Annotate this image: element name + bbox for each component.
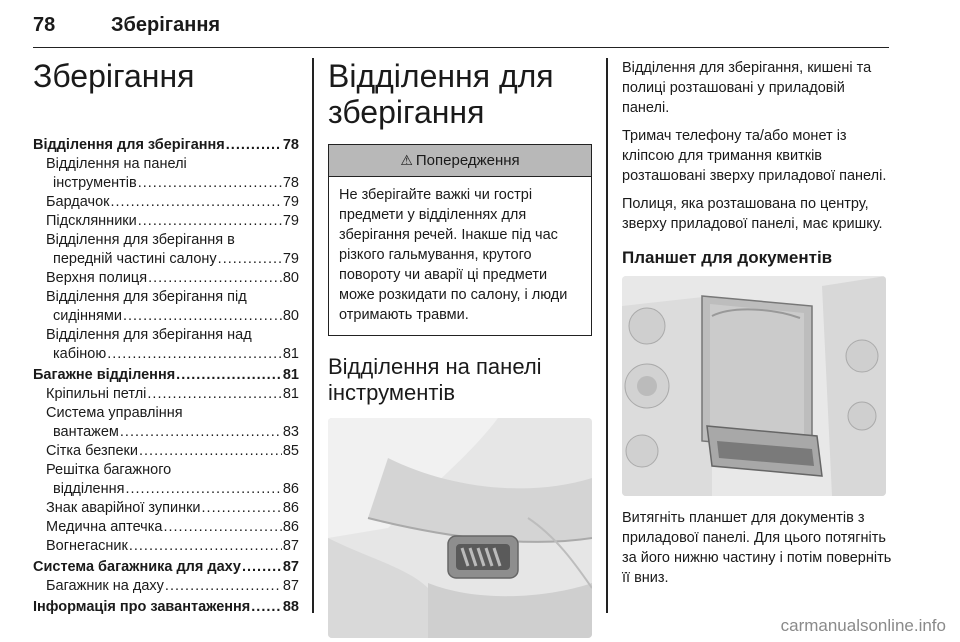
toc-entry[interactable] (33, 577, 299, 596)
toc-label: відділення (53, 481, 125, 497)
toc-entry[interactable] (33, 499, 299, 518)
toc-leader-dots (123, 307, 282, 326)
warning-triangle-icon: ⚠ (400, 152, 413, 168)
toc-leader-dots (138, 174, 282, 193)
toc-label: Відділення для зберігання в (46, 232, 235, 248)
toc-page-number: 78 (282, 175, 299, 191)
toc-entry[interactable] (33, 537, 299, 556)
toc-leader-dots (139, 442, 282, 461)
toc-page-number: 81 (282, 367, 299, 383)
toc-leader-dots (165, 577, 282, 596)
toc-page-number: 80 (282, 270, 299, 286)
toc-leader-dots (125, 480, 281, 499)
page-number: 78 (33, 14, 56, 36)
toc-page-number: 78 (282, 137, 299, 153)
toc-leader-dots (138, 212, 282, 231)
toc-entry[interactable] (33, 155, 299, 174)
toc-page-number: 81 (282, 346, 299, 362)
toc-leader-dots (242, 558, 282, 577)
toc-label: Інформація про завантаження (33, 599, 251, 615)
column-toc (33, 58, 299, 617)
subheading-document-tablet: Планшет для документів (622, 248, 833, 267)
toc-label: Решітка багажного (46, 462, 172, 478)
toc-label: Кріпильні петлі (46, 386, 147, 402)
paragraph-compartments: Відділення для зберігання, кишені та полиці розташовані у приладовій панелі. (622, 60, 872, 116)
toc-label: Система багажника для даху (33, 559, 241, 575)
toc-entry[interactable] (33, 404, 299, 423)
toc-page-number: 86 (282, 519, 299, 535)
toc-label: Відділення для зберігання над (46, 327, 252, 343)
toc-label: Підсклянники (46, 213, 137, 229)
toc-leader-dots (120, 423, 282, 442)
warning-header (329, 145, 591, 177)
toc-entry[interactable] (33, 231, 299, 250)
toc-page-number: 87 (282, 559, 299, 575)
toc-leader-dots (148, 269, 282, 288)
toc-page-number: 87 (282, 538, 299, 554)
toc-label: Відділення на панелі (46, 156, 187, 172)
toc-entry[interactable] (33, 193, 299, 212)
chapter-title: Зберігання (33, 58, 195, 94)
toc-label: Вогнегасник (46, 538, 128, 554)
section-title-storage: Відділення для зберігання (328, 58, 554, 130)
toc-entry[interactable] (33, 326, 299, 345)
toc-entry-main[interactable] (33, 598, 299, 617)
toc-page-number: 83 (282, 424, 299, 440)
column-middle (328, 58, 592, 638)
toc-entry-continued[interactable] (33, 480, 299, 499)
toc-page-number: 87 (282, 578, 299, 594)
toc-entry[interactable] (33, 518, 299, 537)
paragraph-phone-holder: Тримач телефону та/або монет із кліпсою для тримання квитків розташовані зверху приладової панелі. (622, 128, 887, 184)
toc-entry-continued[interactable] (33, 423, 299, 442)
warning-heading: Попередження (415, 152, 520, 169)
dashboard-compartment-illustration (328, 418, 592, 638)
toc-label: Бардачок (46, 194, 110, 210)
toc-entry-continued[interactable] (33, 250, 299, 269)
toc-label: Верхня полиця (46, 270, 148, 286)
paragraph-shelf: Полиця, яка розташована по центру, зверху приладової панелі, має кришку. (622, 196, 883, 232)
toc-leader-dots (129, 537, 282, 556)
toc-entry-main[interactable] (33, 366, 299, 385)
toc-entry[interactable] (33, 442, 299, 461)
column-right (622, 58, 892, 596)
toc-label: Багажне відділення (33, 367, 176, 383)
toc-page-number: 79 (282, 251, 299, 267)
document-tablet-illustration (622, 276, 886, 496)
toc-leader-dots (163, 518, 281, 537)
toc-leader-dots (107, 345, 282, 364)
toc-label: сидіннями (53, 308, 122, 324)
toc-page-number: 81 (282, 386, 299, 402)
toc-page-number: 80 (282, 308, 299, 324)
toc-leader-dots (226, 136, 282, 155)
toc-entry-continued[interactable] (33, 307, 299, 326)
toc-entry-main[interactable] (33, 136, 299, 155)
toc-label: Відділення для зберігання під (46, 289, 247, 305)
toc-entry[interactable] (33, 288, 299, 307)
page-header (33, 14, 889, 48)
toc-label: Відділення для зберігання (33, 137, 225, 153)
toc-label: Знак аварійної зупинки (46, 500, 201, 516)
toc-page-number: 79 (282, 213, 299, 229)
toc-label: вантажем (53, 424, 119, 440)
toc-leader-dots (147, 385, 281, 404)
toc-page-number: 79 (282, 194, 299, 210)
toc-label: Медична аптечка (46, 519, 163, 535)
warning-text: Не зберігайте важкі чи гострі предмети у відділеннях для зберігання речей. Інакше під час різкого гальмування, крутого повороту чи аварії ці предмети може розкидати по салону, і люди отримають травми. (339, 187, 568, 323)
toc-entry[interactable] (33, 385, 299, 404)
toc-label: Сітка безпеки (46, 443, 138, 459)
toc-label: Багажник на даху (46, 578, 164, 594)
toc-label: інструментів (53, 175, 137, 191)
toc-label: Система управління (46, 405, 183, 421)
toc-page-number: 88 (282, 599, 299, 615)
toc-entry[interactable] (33, 269, 299, 288)
toc-entry-continued[interactable] (33, 174, 299, 193)
watermark-text: carmanualsonline.info (780, 616, 946, 635)
warning-box (328, 144, 592, 336)
toc-page-number: 86 (282, 481, 299, 497)
toc-leader-dots (110, 193, 281, 212)
toc-entry-continued[interactable] (33, 345, 299, 364)
toc-leader-dots (176, 366, 282, 385)
toc-leader-dots (218, 250, 282, 269)
header-section-title: Зберігання (111, 14, 221, 36)
toc-entry[interactable] (33, 461, 299, 480)
toc-label: передній частині салону (53, 251, 217, 267)
toc-page-number: 86 (282, 500, 299, 516)
toc-entry[interactable] (33, 212, 299, 231)
toc-entry-main[interactable] (33, 558, 299, 577)
toc-leader-dots (202, 499, 282, 518)
toc-page-number: 85 (282, 443, 299, 459)
column-divider (312, 58, 314, 613)
toc-label: кабіною (53, 346, 107, 362)
paragraph-tablet-instructions: Витягніть планшет для документів з приладової панелі. Для цього потягніть за його нижню частину і потім поверніть її вниз. (622, 510, 892, 586)
column-divider (606, 58, 608, 613)
toc-leader-dots (251, 598, 282, 617)
section-title-dashboard: Відділення на панелі інструментів (328, 354, 542, 405)
table-of-contents (33, 136, 299, 617)
